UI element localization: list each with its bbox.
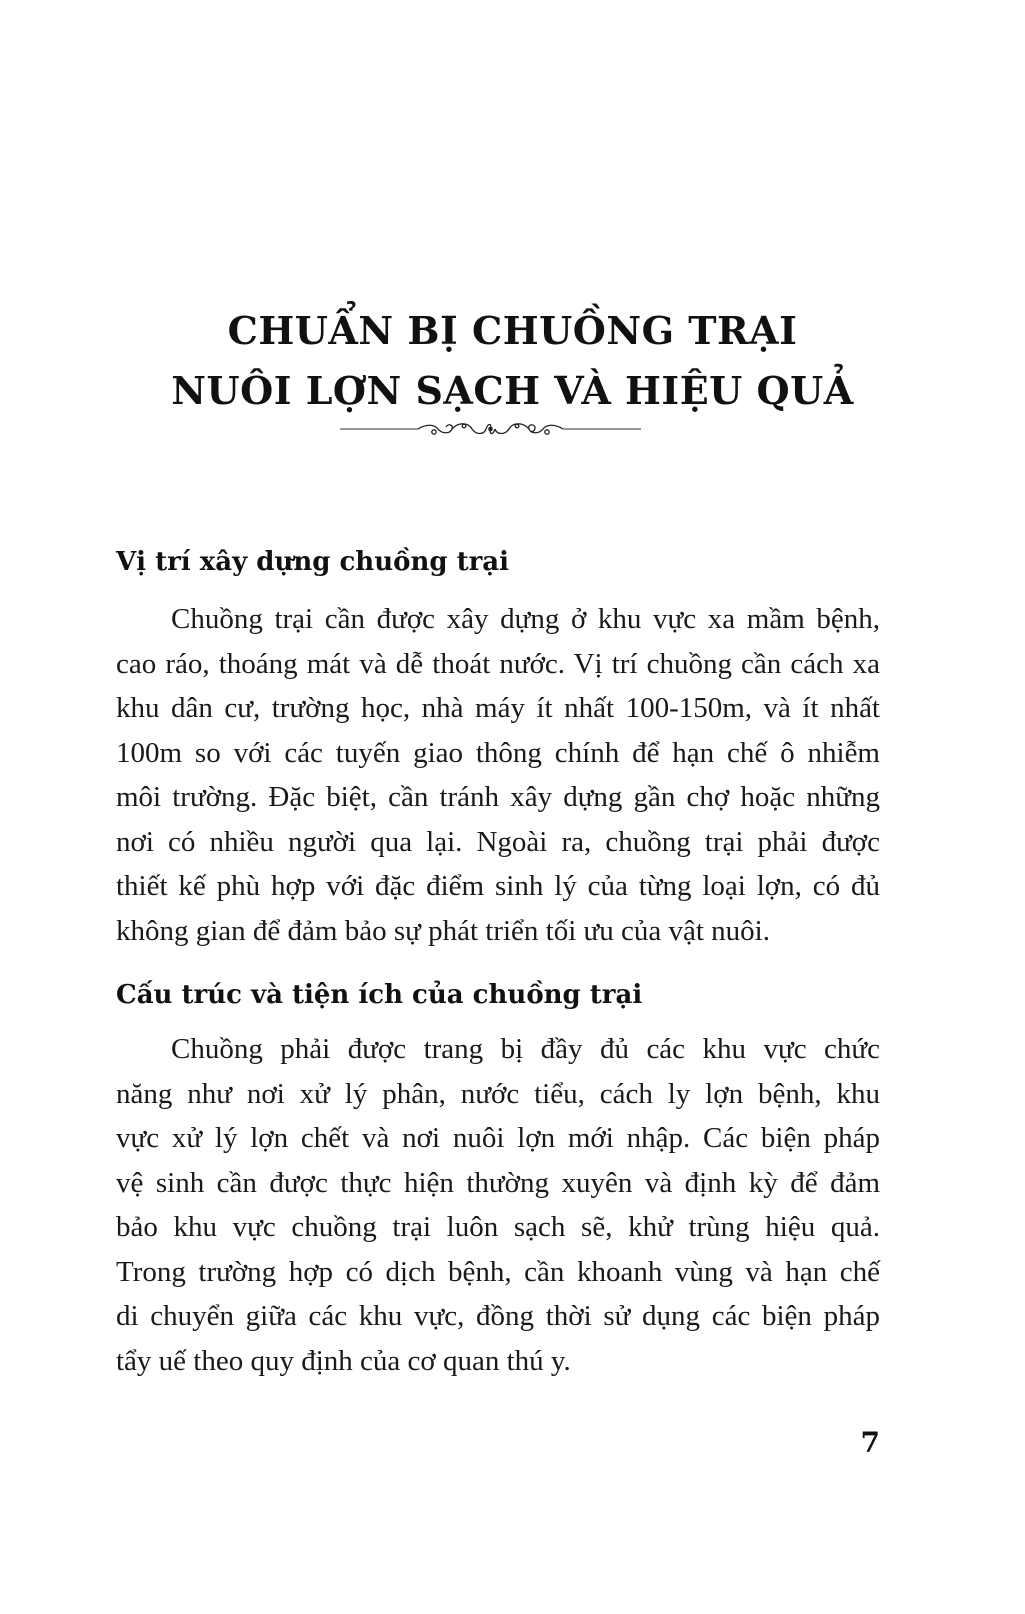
chapter-title-line-2: NUÔI LỢN SẠCH VÀ HIỆU QUẢ (171, 368, 854, 413)
paragraph-line: 100m so với các tuyến giao thông chính để hạn chế ô nhiễm (116, 736, 880, 769)
paragraph-line: Chuồng phải được trang bị đầy đủ các khu vực chức (171, 1033, 880, 1065)
section-heading: Cấu trúc và tiện ích của chuồng trại (116, 980, 643, 1010)
paragraph-line: môi trường. Đặc biệt, cần tránh xây dựng gần chợ hoặc những (116, 781, 880, 813)
paragraph-line: năng như nơi xử lý phân, nước tiểu, cách ly lợn bệnh, khu (116, 1077, 880, 1110)
chapter-title-line-1: CHUẨN BỊ CHUỒNG TRẠI (227, 308, 798, 353)
section-paragraph (116, 597, 880, 953)
paragraph-line: khu dân cư, trường học, nhà máy ít nhất 100-150m, và ít nhất (116, 692, 880, 724)
paragraph-line: nơi có nhiều người qua lại. Ngoài ra, chuồng trại phải được (116, 825, 880, 858)
section-heading: Vị trí xây dựng chuồng trại (116, 547, 510, 577)
paragraph-line: cao ráo, thoáng mát và dễ thoát nước. Vị trí chuồng cần cách xa (116, 647, 880, 680)
paragraph-line: tẩy uế theo quy định của cơ quan thú y. (116, 1344, 571, 1377)
section-paragraph (116, 1027, 880, 1383)
paragraph-line: vực xử lý lợn chết và nơi nuôi lợn mới nhập. Các biện pháp (116, 1122, 880, 1154)
page-number: 7 (860, 1426, 880, 1459)
paragraph-line: Trong trường hợp có dịch bệnh, cần khoanh vùng và hạn chế (116, 1255, 880, 1288)
paragraph-line: thiết kế phù hợp với đặc điểm sinh lý của từng loại lợn, có đủ (116, 870, 880, 902)
paragraph-line: bảo khu vực chuồng trại luôn sạch sẽ, khử trùng hiệu quả. (116, 1211, 880, 1243)
paragraph-line: không gian để đảm bảo sự phát triển tối ưu của vật nuôi. (116, 914, 770, 947)
paragraph-line: Chuồng trại cần được xây dựng ở khu vực xa mầm bệnh, (171, 603, 880, 635)
paragraph-line: di chuyển giữa các khu vực, đồng thời sử dụng các biện pháp (116, 1300, 880, 1332)
paragraph-line: vệ sinh cần được thực hiện thường xuyên và định kỳ để đảm (116, 1166, 880, 1199)
ornament-divider-icon (338, 418, 643, 440)
